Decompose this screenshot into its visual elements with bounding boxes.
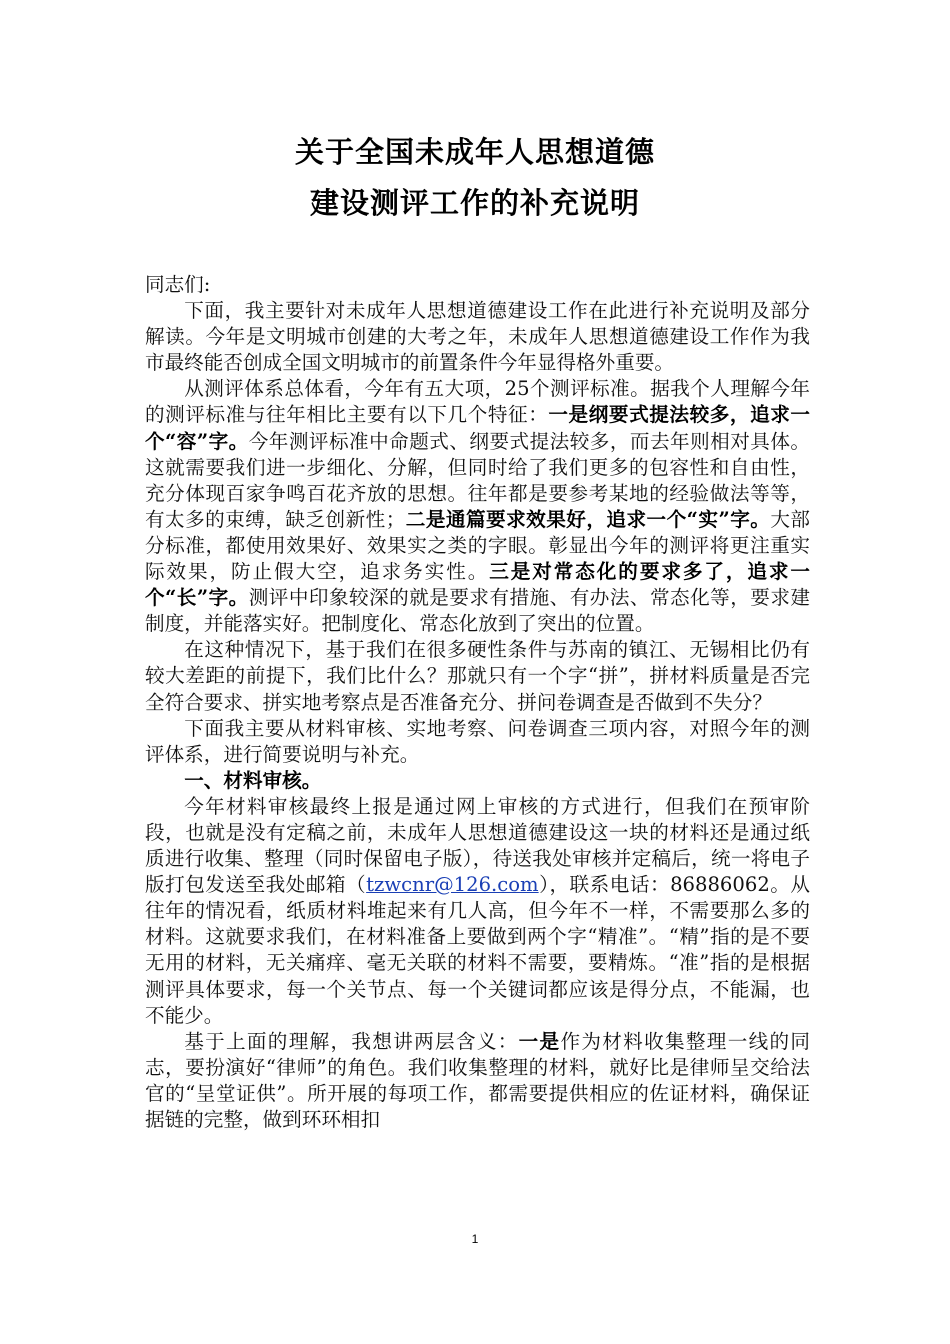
section-heading-material-review: 一、材料审核。 bbox=[184, 768, 322, 792]
paragraph-intro: 下面，我主要针对未成年人思想道德建设工作在此进行补充说明及部分解读。今年是文明城市创建的大考之年，未成年人思想道德建设工作作为我市最终能否创成全国文明城市的前置条件今年显得格外重要。 bbox=[145, 299, 810, 375]
features-text-c: 今年测评标准中命题式、纲要式提法较多，而去年则相对具体。这就需要我们进一步细化、分解，但同时给了我们更多的包容性和自由性，充分体现百家争鸣百花齐放的思想。往年都是要参考某地的经验做法等等，有太多的束缚，缺乏创新性； bbox=[145, 429, 811, 531]
document-title-line-1: 关于全国未成年人思想道德 bbox=[294, 135, 655, 169]
material-review-text-a: 今年材料审核最终上报是通过网上审核的方式进行，但我们在预审阶段，也就是没有定稿之前，未成年人思想道德建设这一块的材料还是通过纸质进行收集、整理（同时保留电子版），待送我处审核并定稿后，统一将电子版打包发送至我处邮箱（ bbox=[145, 794, 810, 897]
features-text-d: 大部分标准，都使用效果好、效果实之类的字眼。彰显出今年的测评将更注重实际效果，防止假大空，追求务实性。 bbox=[145, 507, 810, 584]
document-body bbox=[145, 272, 810, 1133]
paragraph-overview: 下面我主要从材料审核、实地考察、问卷调查三项内容，对照今年的测评体系，进行简要说明与补充。 bbox=[145, 716, 810, 766]
paragraph-situation: 在这种情况下，基于我们在很多硬性条件与苏南的镇江、无锡相比仍有较大差距的前提下，我们比什么？那就只有一个字“拼”，拼材料质量是否完全符合要求、拼实地考察点是否准备充分、拼问卷调查是否做到不失分？ bbox=[145, 638, 810, 714]
features-text-a: 从测评体系总体看，今年有五大项，25个测评标准。据我个人理解今年的测评标准与往年相比主要有以下几个特征： bbox=[145, 377, 810, 427]
document-title-line-2: 建设测评工作的补充说明 bbox=[309, 186, 640, 220]
feature-one-heading: 一是纲要式提法较多，追求一个“容”字。 bbox=[145, 403, 811, 453]
features-text-e: 测评中印象较深的就是要求有措施、有办法、常态化等，要求建制度，并能落实好。把制度化、常态化放到了突出的位置。 bbox=[145, 586, 811, 636]
salutation: 同志们: bbox=[145, 273, 211, 296]
material-review-text-b: ），联系电话：86886062。从往年的情况看，纸质材料堆起来有几人高，但今年不一样，不需要那么多的材料。这就要求我们，在材料准备上要做到两个字“精准”。“精”指的是不要无用的材料，无关痛痒、毫无关联的材料不需要，要精炼。“准”指的是根据测评具体要求，每一个关节点、每一个关键词都应该是得分点，不能漏，也不能少。 bbox=[145, 873, 811, 1027]
page-number: 1 bbox=[471, 1232, 479, 1246]
meaning-one-marker: 一是 bbox=[518, 1029, 561, 1053]
paragraph-two-meanings bbox=[145, 1029, 810, 1133]
email-link[interactable]: tzwcnr@126.com bbox=[366, 873, 539, 897]
feature-three-heading: 三是对常态化的要求多了，追求一个“长”字。 bbox=[145, 560, 811, 610]
paragraph-material-review bbox=[145, 794, 810, 1029]
two-meanings-text-c: 作为材料收集整理一线的同志，要扮演好“律师”的角色。我们收集整理的材料，就好比是律师呈交给法官的“呈堂证供”。所开展的每项工作，都需要提供相应的佐证材料，确保证据链的完整，做到环环相扣 bbox=[145, 1029, 811, 1131]
feature-two-heading: 二是通篇要求效果好，追求一个“实”字。 bbox=[405, 507, 771, 531]
two-meanings-text-a: 基于上面的理解，我想讲两层含义： bbox=[184, 1029, 519, 1053]
paragraph-features bbox=[145, 376, 810, 637]
